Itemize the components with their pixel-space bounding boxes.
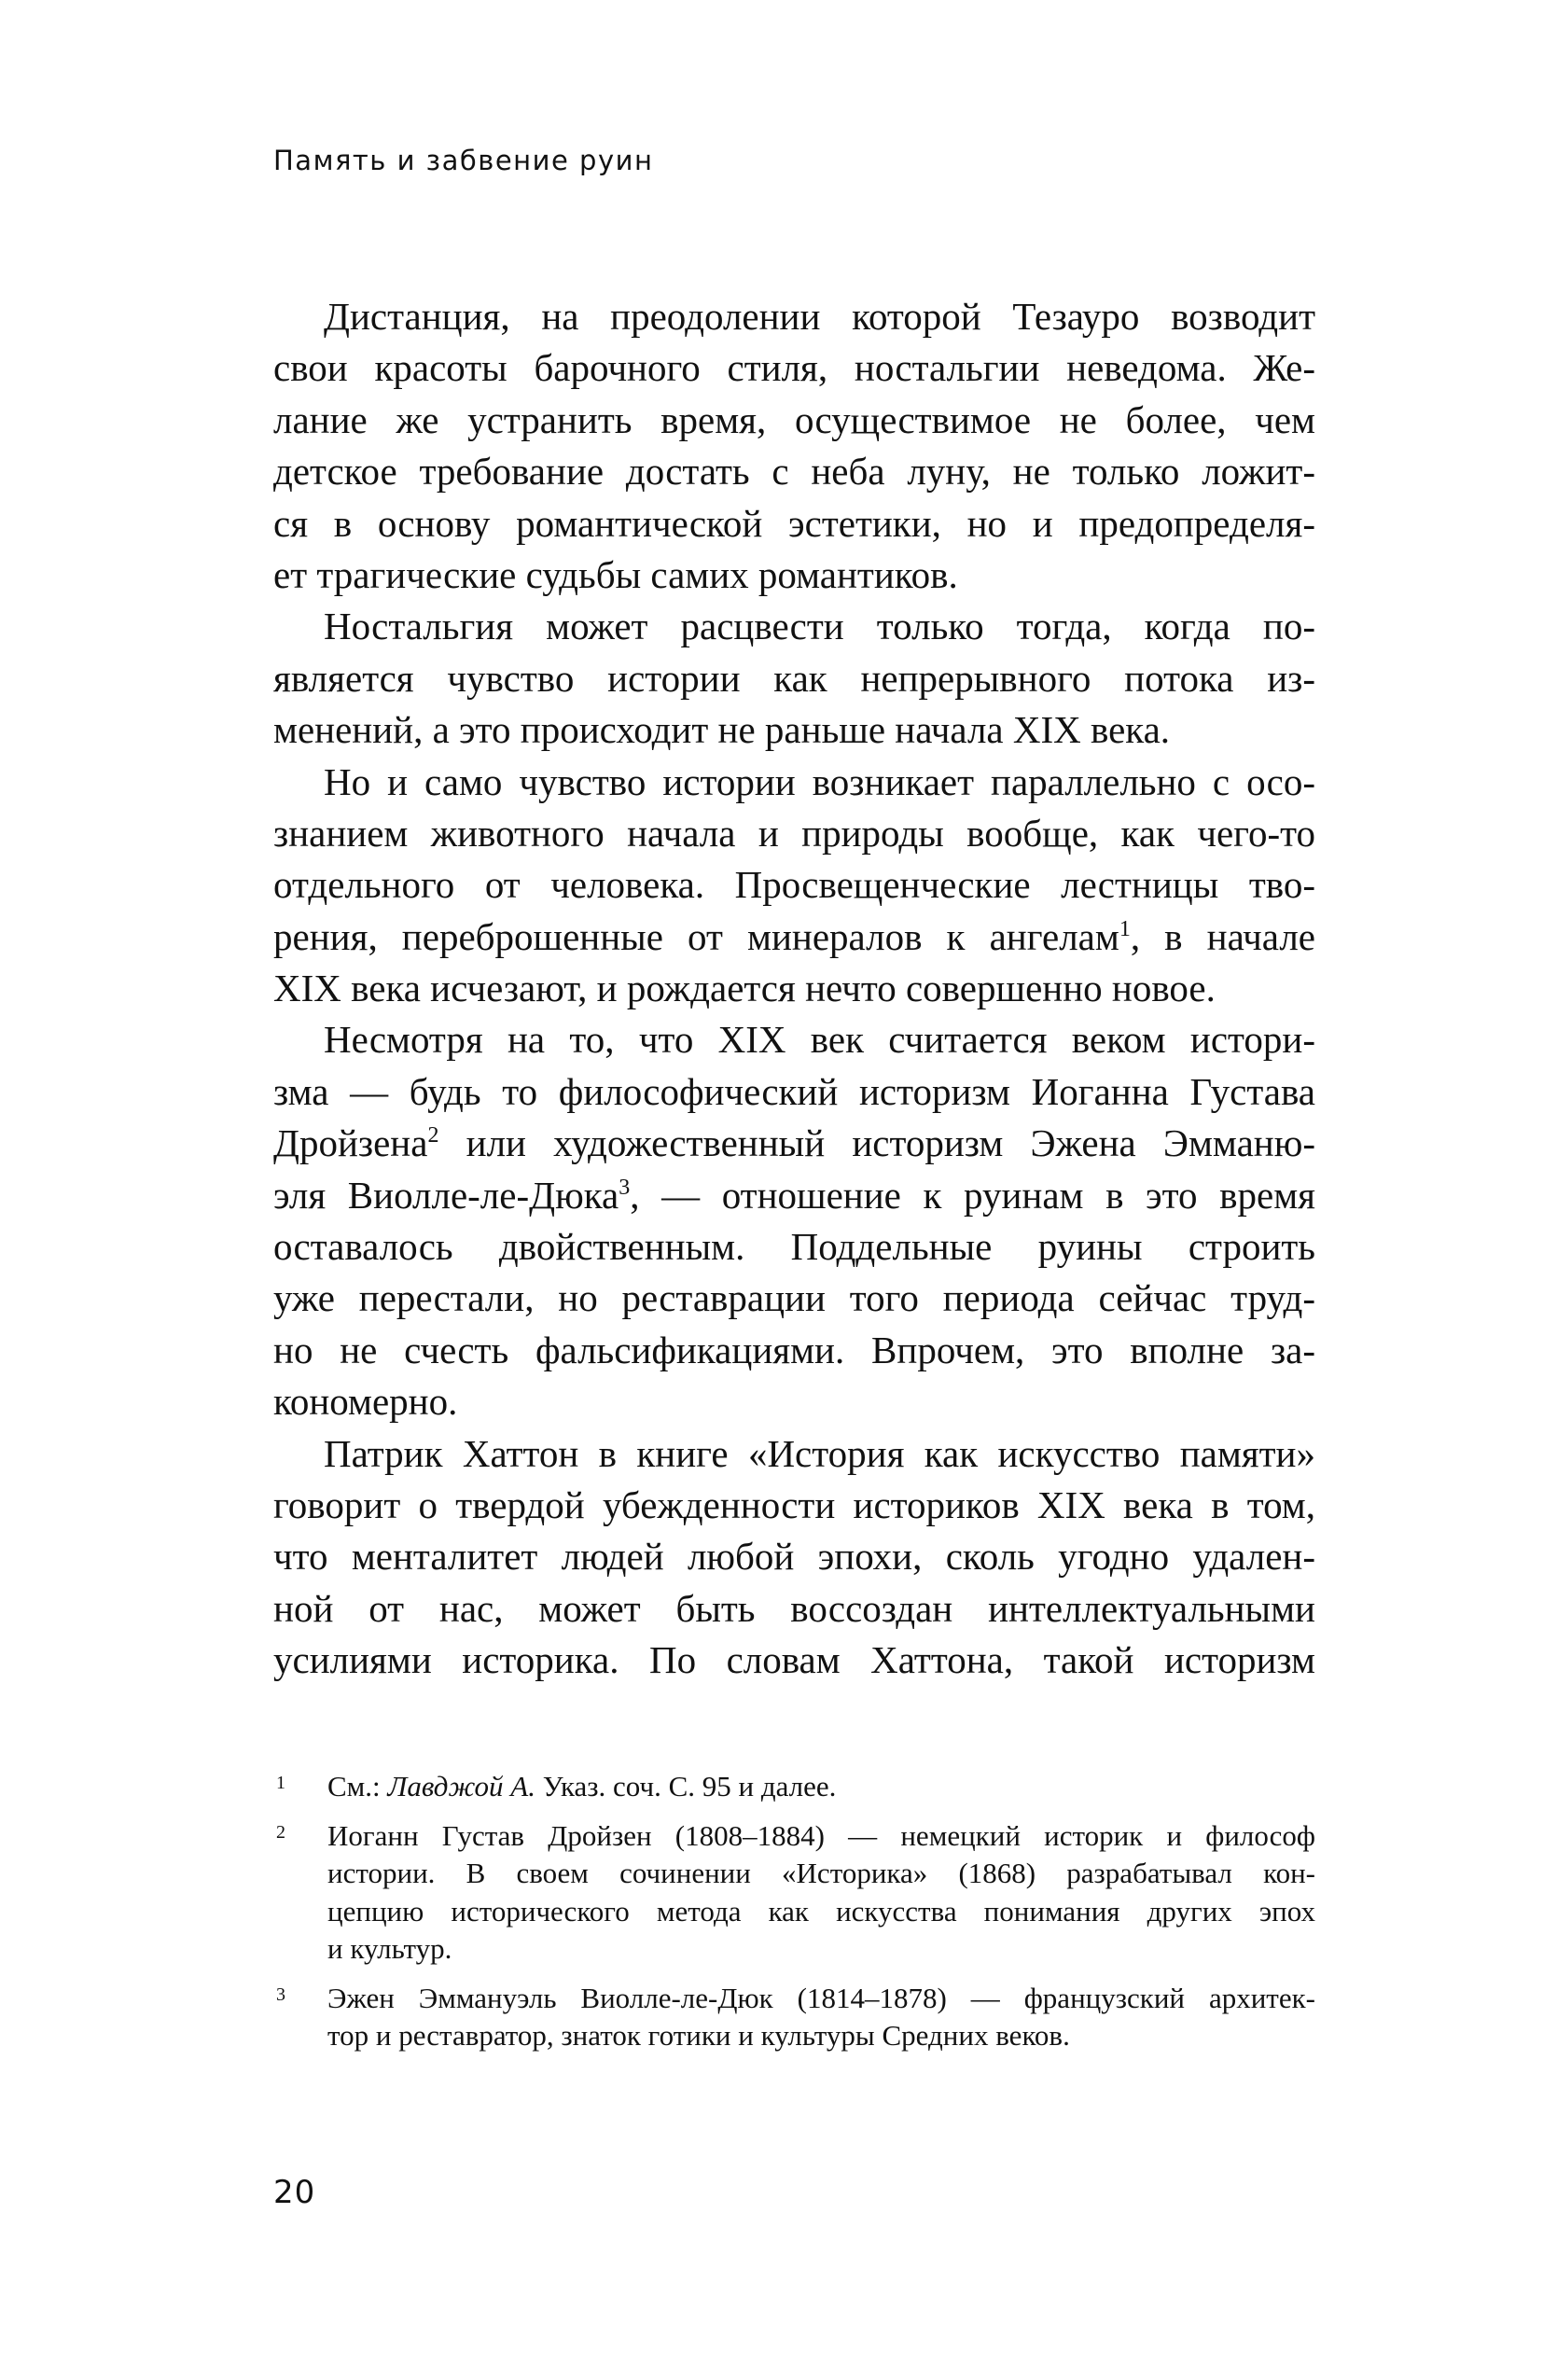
text-line: но не счесть фальсификациями. Впрочем, это вполне за- [273, 1328, 1315, 1371]
text-line: что менталитет людей любой эпохи, сколь угодно удален- [273, 1535, 1315, 1579]
text-line: свои красоты барочного стиля, ностальгии неведома. Же- [273, 346, 1315, 390]
text-line: детское требование достать с неба луну, не только ложит- [273, 450, 1315, 494]
text-line: Патрик Хаттон в книге «История как искусство памяти» [324, 1431, 1315, 1475]
text-line: менений, а это происходит не раньше начала XIX века. [273, 708, 1171, 752]
running-head: Память и забвение руин [273, 145, 654, 176]
paragraph [273, 601, 1315, 756]
text-line: оставалось двойственным. Поддельные руины строить [273, 1225, 1315, 1269]
footnote-1 [273, 1768, 1315, 1806]
footnote-number: 2 [276, 1821, 285, 1843]
text-line: уже перестали, но реставрации того периода сейчас труд- [273, 1276, 1315, 1320]
footnote-line [327, 1768, 1315, 1806]
text-line: Дистанция, на преодолении которой Тезауро возводит [324, 295, 1315, 338]
text-line: Но и само чувство истории возникает параллельно с осо- [324, 759, 1315, 803]
footnote-line: тор и реставратор, знаток готики и культуры Средних веков. [327, 2019, 1070, 2052]
text-line [273, 1118, 1315, 1169]
main-text [273, 291, 1315, 1687]
text-line: усилиями историка. По словам Хаттона, такой историзм [273, 1638, 1315, 1682]
footnote-ref-2[interactable]: 2 [427, 1123, 439, 1148]
footnote-number: 1 [276, 1773, 285, 1793]
footnote-2 [273, 1817, 1315, 1969]
text-line [273, 912, 1315, 963]
text-line: является чувство истории как непрерывного потока из- [273, 656, 1315, 700]
footnote-number: 3 [276, 1983, 285, 2005]
paragraph [273, 1014, 1315, 1427]
footnote-line: истории. В своем сочинении «Историка» (1868) разрабатывал кон- [327, 1857, 1315, 1889]
text-segment: , в начале [1130, 914, 1315, 958]
text-segment: эля Виолле-ле-Дюка [273, 1173, 619, 1217]
text-segment: См.: [327, 1770, 388, 1802]
text-line [273, 1170, 1315, 1221]
footnotes [273, 1768, 1315, 2067]
text-line: знанием животного начала и природы вообще, как чего-то [273, 811, 1315, 855]
footnote-3 [273, 1980, 1315, 2055]
text-segment: Указ. соч. С. 95 и далее. [535, 1770, 837, 1802]
footnote-ref-1[interactable]: 1 [1119, 916, 1131, 941]
text-line: лание же устранить время, осуществимое не более, чем [273, 397, 1315, 441]
text-line: ся в основу романтической эстетики, но и предопределя- [273, 501, 1315, 545]
footnote-line: Эжен Эммануэль Виолле-ле-Дюк (1814–1878) — французский архитек- [327, 1981, 1315, 2014]
text-segment: Дройзена [273, 1121, 428, 1165]
text-line: Ностальгия может расцвести только тогда, когда по- [324, 605, 1315, 648]
text-line: XIX века исчезают, и рождается нечто совершенно новое. [273, 967, 1216, 1010]
text-line: ной от нас, может быть воссоздан интеллектуальными [273, 1586, 1315, 1630]
text-line: отдельного от человека. Просвещенческие лестницы тво- [273, 863, 1315, 907]
text-line: ет трагические судьбы самих романтиков. [273, 552, 958, 596]
text-segment: , — отношение к руинам в это время [630, 1173, 1315, 1217]
footnote-line: цепцию исторического метода как искусства понимания других эпох [327, 1894, 1315, 1928]
text-line: кономерно. [273, 1380, 458, 1424]
paragraph [273, 757, 1315, 1015]
page-number: 20 [273, 2174, 316, 2211]
text-line: зма — будь то философический историзм Иоганна Густава [273, 1069, 1315, 1113]
footnote-line: и культур. [327, 1932, 452, 1965]
text-segment: рения, переброшенные от минералов к ангелам [273, 914, 1119, 958]
author-name: Лавджой А. [387, 1770, 535, 1802]
paragraph [273, 1428, 1315, 1687]
footnote-line: Иоганн Густав Дройзен (1808–1884) — немецкий историк и философ [327, 1818, 1315, 1852]
text-line: говорит о твердой убежденности историков XIX века в том, [273, 1482, 1315, 1526]
footnote-ref-3[interactable]: 3 [619, 1175, 631, 1200]
paragraph [273, 291, 1315, 601]
text-segment: или художественный историзм Эжена Эмманю- [438, 1121, 1315, 1165]
text-line: Несмотря на то, что XIX век считается веком истори- [324, 1018, 1315, 1062]
